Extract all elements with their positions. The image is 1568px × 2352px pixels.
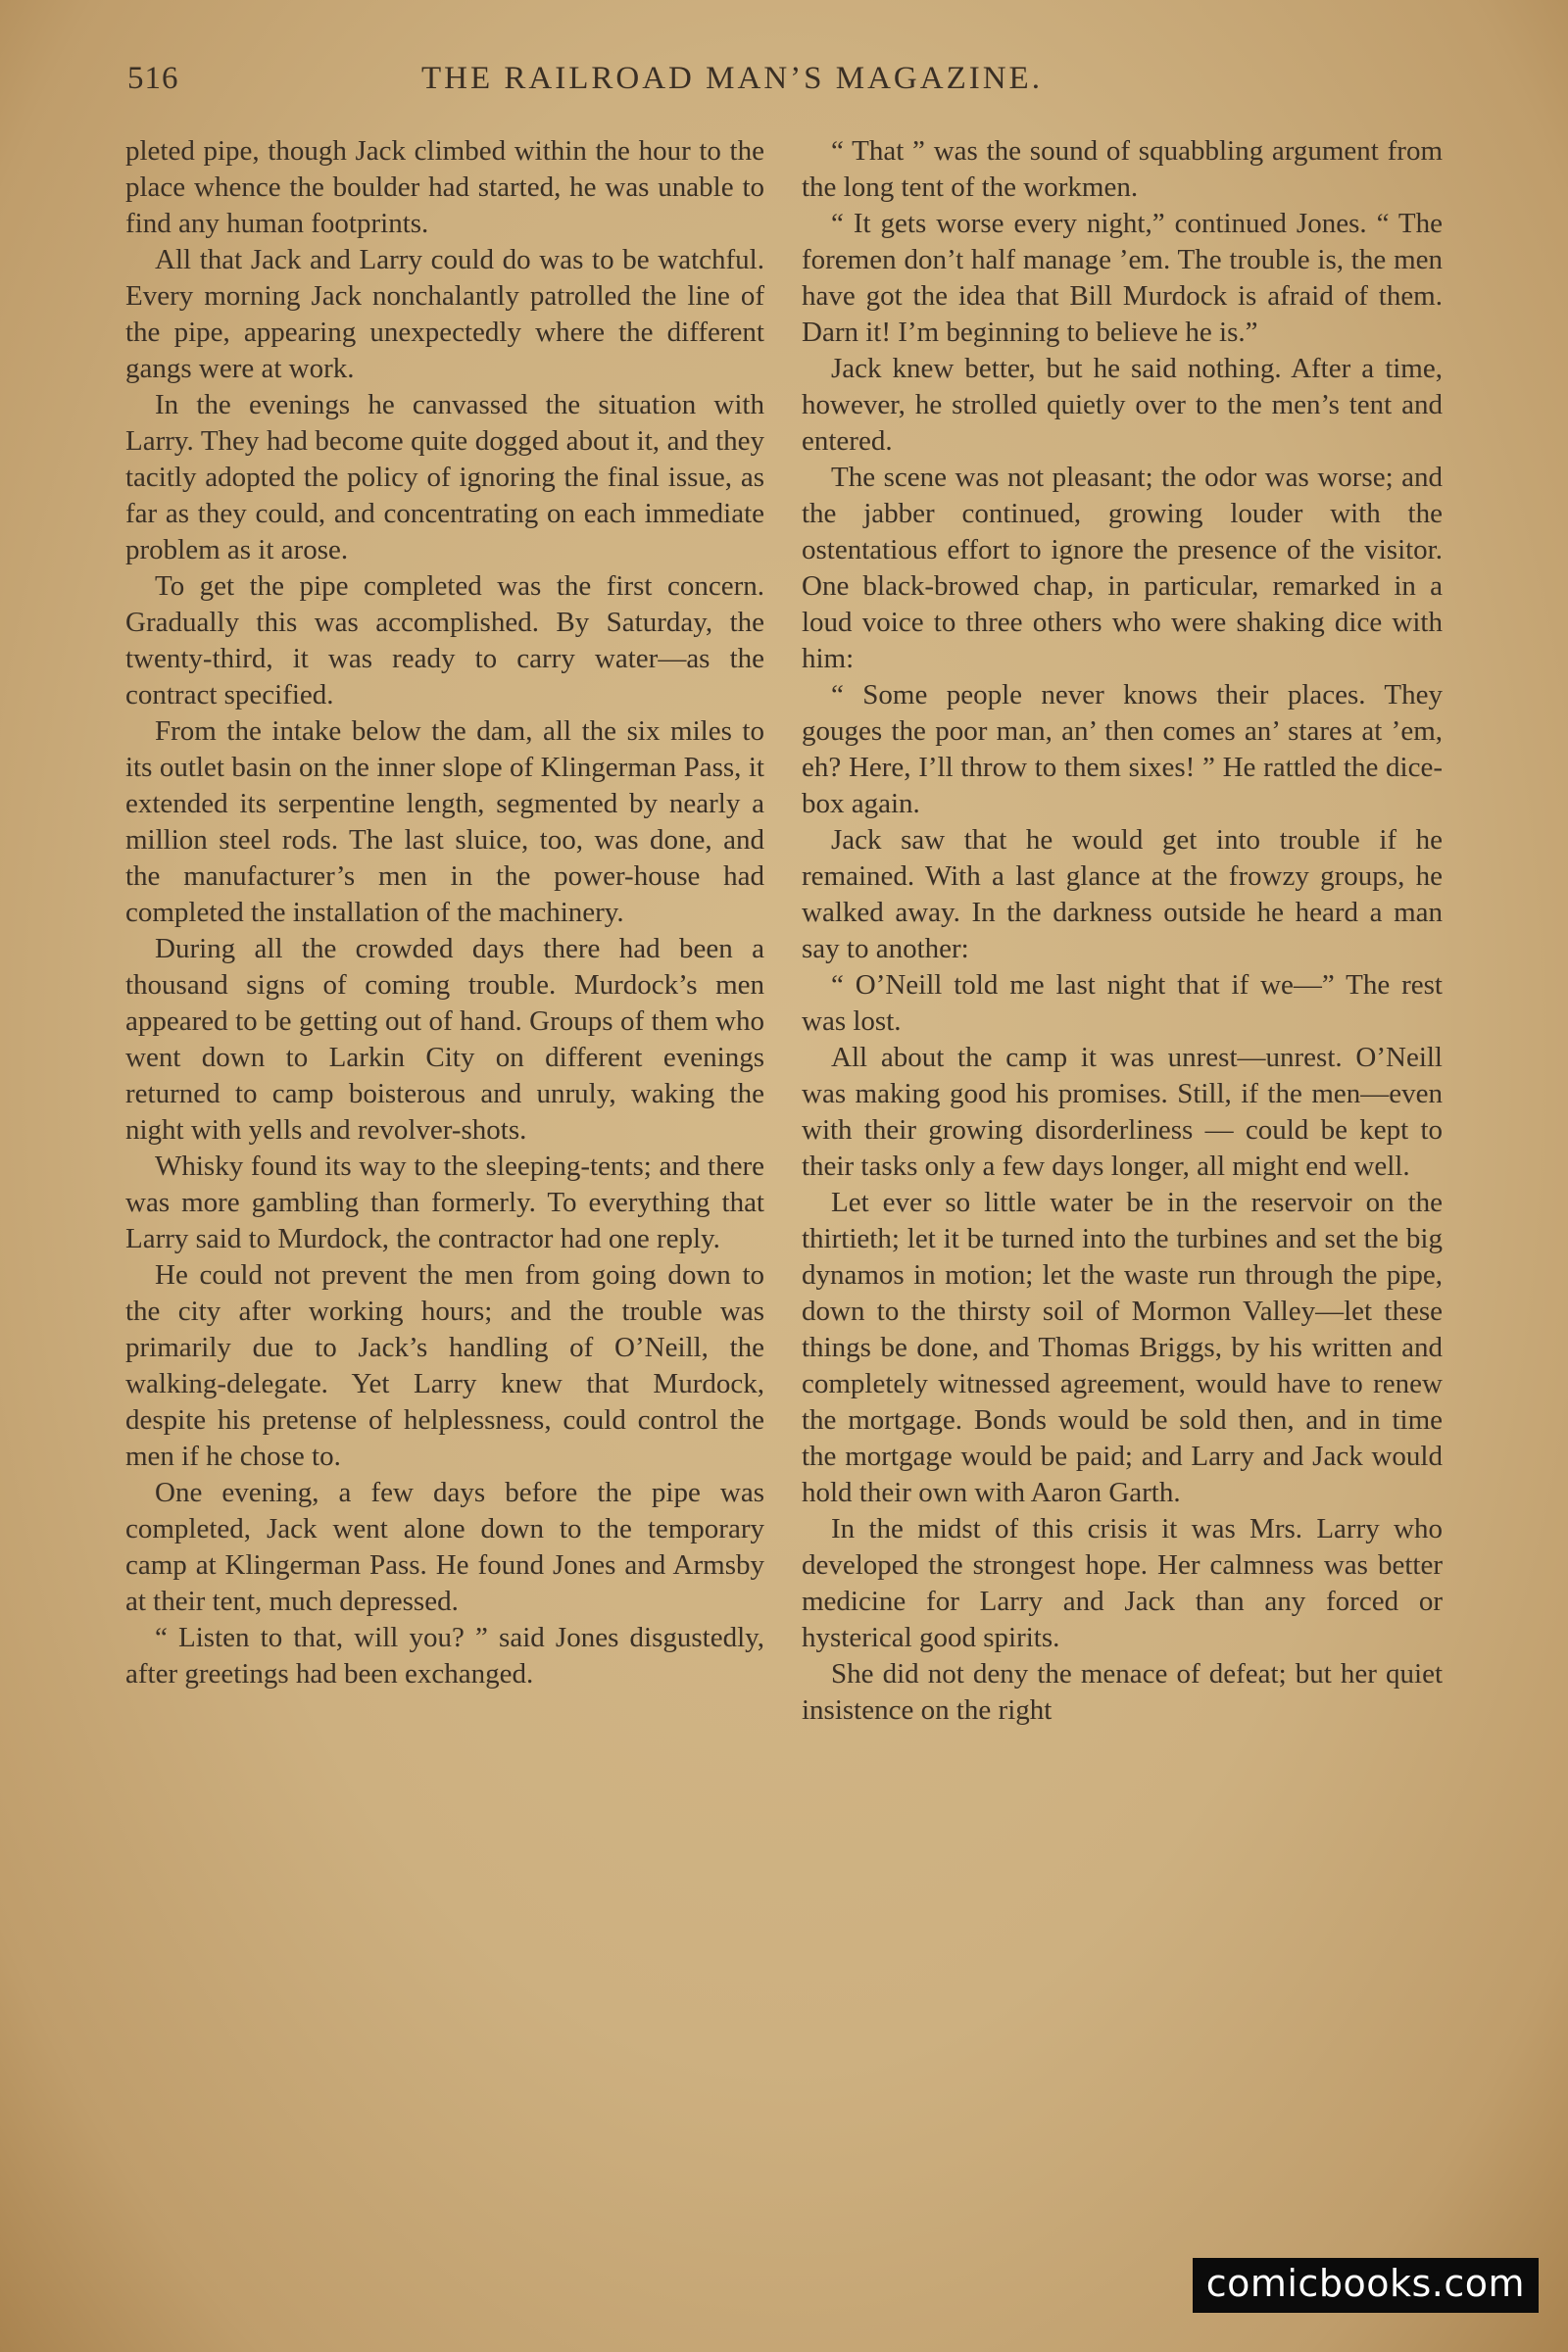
paragraph: Let ever so little water be in the reservoir on the thirtieth; let it be turned into the turbines and set the big dynamos in motion; let the waste run through the pipe, down to the thirsty soil of Mormon Valley—let these things be done, and Thomas Briggs, by his written and completely witnessed agreement, would have to renew the mortgage. Bonds would be sold then, and in time the mortgage would be paid; and Larry and Jack would hold their own with Aaron Garth.: [802, 1187, 1443, 1508]
paragraph: “ It gets worse every night,” continued Jones. “ The foremen don’t half manage ’em. The trouble is, the men have got the idea that Bill Murdock is afraid of them. Darn it! I’m beginning to believe he is.”: [802, 208, 1443, 348]
left-column: [125, 133, 764, 1692]
paragraph: From the intake below the dam, all the six miles to its outlet basin on the inner slope of Klingerman Pass, it extended its serpentine length, segmented by nearly a million steel rods. The last sluice, too, was done, and the manufacturer’s men in the power-house had completed the installation of the machinery.: [125, 715, 764, 928]
page-number: 516: [127, 61, 179, 96]
paragraph: She did not deny the menace of defeat; but her quiet insistence on the right: [802, 1658, 1443, 1726]
paragraph: The scene was not pleasant; the odor was worse; and the jabber continued, growing louder with the ostentatious effort to ignore the presence of the visitor. One black-browed chap, in particular, remarked in a loud voice to three others who were shaking dice with him:: [802, 462, 1443, 674]
paragraph: pleted pipe, though Jack climbed within the hour to the place whence the boulder had started, he was unable to find any human footprints.: [125, 135, 764, 239]
paragraph: “ O’Neill told me last night that if we—” The rest was lost.: [802, 969, 1443, 1037]
right-column: [802, 133, 1443, 1729]
paragraph: Whisky found its way to the sleeping-tents; and there was more gambling than formerly. To everything that Larry said to Murdock, the contractor had one reply.: [125, 1151, 764, 1254]
paragraph: “ That ” was the sound of squabbling argument from the long tent of the workmen.: [802, 135, 1443, 203]
paragraph: In the evenings he canvassed the situation with Larry. They had become quite dogged about it, and they tacitly adopted the policy of ignoring the final issue, as far as they could, and concentrating on each immediate problem as it arose.: [125, 389, 764, 565]
paragraph: One evening, a few days before the pipe was completed, Jack went alone down to the temporary camp at Klingerman Pass. He found Jones and Armsby at their tent, much depressed.: [125, 1477, 764, 1617]
watermark-badge: comicbooks.com: [1193, 2258, 1539, 2313]
page-header: [127, 61, 1450, 104]
paragraph: He could not prevent the men from going down to the city after working hours; and the trouble was primarily due to Jack’s handling of O’Neill, the walking-delegate. Yet Larry knew that Murdock, despite his pretense of helplessness, could control the men if he chose to.: [125, 1259, 764, 1472]
paragraph: In the midst of this crisis it was Mrs. Larry who developed the strongest hope. Her calmness was better medicine for Larry and Jack than any forced or hysterical good spirits.: [802, 1513, 1443, 1653]
paragraph: During all the crowded days there had been a thousand signs of coming trouble. Murdock’s men appeared to be getting out of hand. Groups of them who went down to Larkin City on different evenings returned to camp boisterous and unruly, waking the night with yells and revolver-shots.: [125, 933, 764, 1146]
paragraph: To get the pipe completed was the first concern. Gradually this was accomplished. By Saturday, the twenty-third, it was ready to carry water—as the contract specified.: [125, 570, 764, 710]
paragraph: Jack knew better, but he said nothing. After a time, however, he strolled quietly over to the men’s tent and entered.: [802, 353, 1443, 457]
paragraph: All about the camp it was unrest—unrest. O’Neill was making good his promises. Still, if the men—even with their growing disorderliness — could be kept to their tasks only a few days longer, all might end well.: [802, 1042, 1443, 1182]
paragraph: “ Listen to that, will you? ” said Jones disgustedly, after greetings had been exchanged.: [125, 1622, 764, 1690]
paragraph: Jack saw that he would get into trouble if he remained. With a last glance at the frowzy groups, he walked away. In the darkness outside he heard a man say to another:: [802, 824, 1443, 964]
paragraph: All that Jack and Larry could do was to be watchful. Every morning Jack nonchalantly patrolled the line of the pipe, appearing unexpectedly where the different gangs were at work.: [125, 244, 764, 384]
paragraph: “ Some people never knows their places. They gouges the poor man, an’ then comes an’ stares at ’em, eh? Here, I’ll throw to them sixes! ” He rattled the dice-box again.: [802, 679, 1443, 819]
magazine-title: THE RAILROAD MAN’S MAGAZINE.: [421, 61, 1043, 96]
